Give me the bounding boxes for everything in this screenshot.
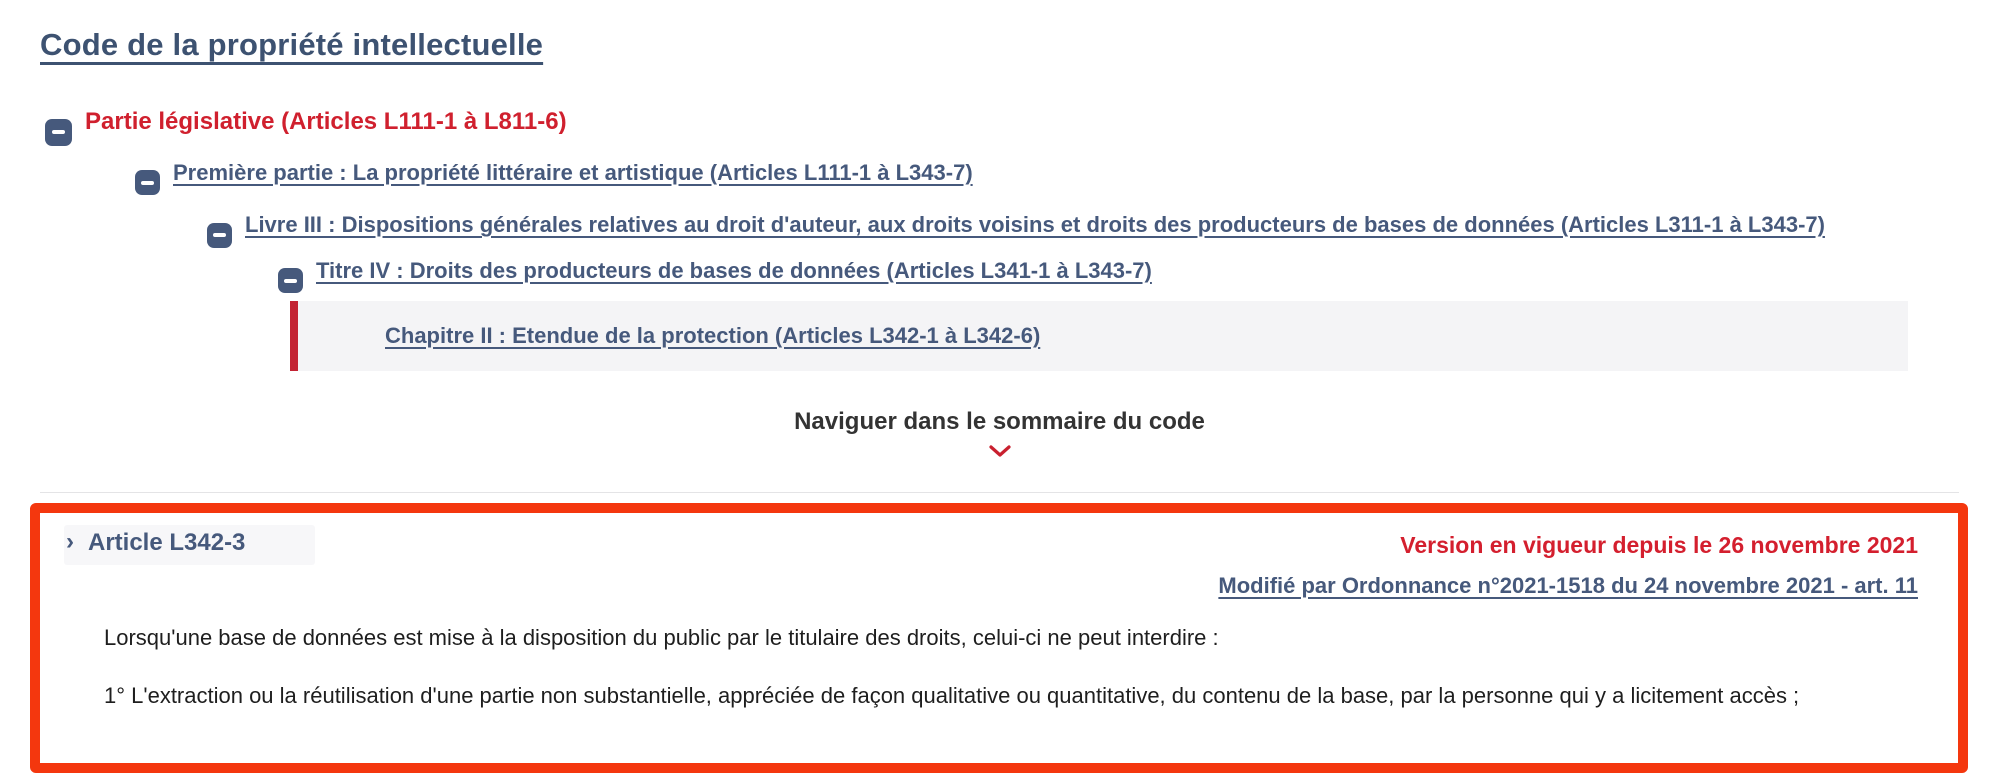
chevron-right-icon: ›: [66, 528, 74, 555]
toc-item-premiere-partie: [40, 160, 1959, 196]
toc-item-chapitre-2-link[interactable]: Chapitre II : Etendue de la protection (Articles L342-1 à L342-6): [385, 323, 1041, 348]
page-title: Code de la propriété intellectuelle: [40, 27, 544, 62]
collapse-minus-icon[interactable]: [207, 223, 232, 248]
article-header: [64, 525, 1918, 565]
collapse-minus-icon[interactable]: [45, 119, 72, 146]
chevron-down-icon: [40, 444, 1959, 458]
collapse-minus-icon[interactable]: [278, 268, 303, 293]
toc-expand-label: Naviguer dans le sommaire du code: [794, 408, 1205, 435]
code-toc: [40, 107, 1959, 371]
article-paragraph: 1° L'extraction ou la réutilisation d'une partie non substantielle, appréciée de façon qualitative ou quantitative, du contenu de la base, par la personne qui y a licitement accès ;: [104, 683, 1800, 708]
toc-item-partie-legislative: [40, 107, 1959, 146]
toc-item-livre-3: [40, 207, 1907, 248]
toc-item-chapitre-2-highlighted: [290, 301, 1908, 371]
collapse-minus-icon[interactable]: [135, 170, 160, 195]
article-title-toggle[interactable]: [64, 525, 315, 565]
toc-expand-control[interactable]: [40, 407, 1959, 458]
version-status: Version en vigueur depuis le 26 novembre 2021: [1400, 532, 1918, 558]
toc-item-premiere-partie-link[interactable]: Première partie : La propriété littéraire et artistique (Articles L111-1 à L343-7): [173, 159, 973, 185]
toc-item-titre-4-link[interactable]: Titre IV : Droits des producteurs de bases de données (Articles L341-1 à L343-7): [316, 257, 1152, 283]
toc-item-livre-3-link[interactable]: Livre III : Dispositions générales relatives au droit d'auteur, aux droits voisins et droits des producteurs de bases de données (Articles L311-1 à L343-7): [245, 212, 1825, 237]
toc-item-partie-legislative-label[interactable]: Partie législative (Articles L111-1 à L811-6): [85, 108, 567, 135]
article-paragraph: Lorsqu'une base de données est mise à la disposition du public par le titulaire des droits, celui-ci ne peut interdire :: [104, 625, 1219, 650]
article-box: [30, 503, 1968, 773]
article-title-label: Article L342-3: [88, 529, 246, 556]
modified-by-row: [64, 573, 1918, 599]
modified-by-link[interactable]: Modifié par Ordonnance n°2021-1518 du 24 novembre 2021 - art. 11: [1218, 573, 1918, 598]
section-divider: [40, 492, 1959, 493]
toc-item-titre-4: [40, 258, 1959, 294]
